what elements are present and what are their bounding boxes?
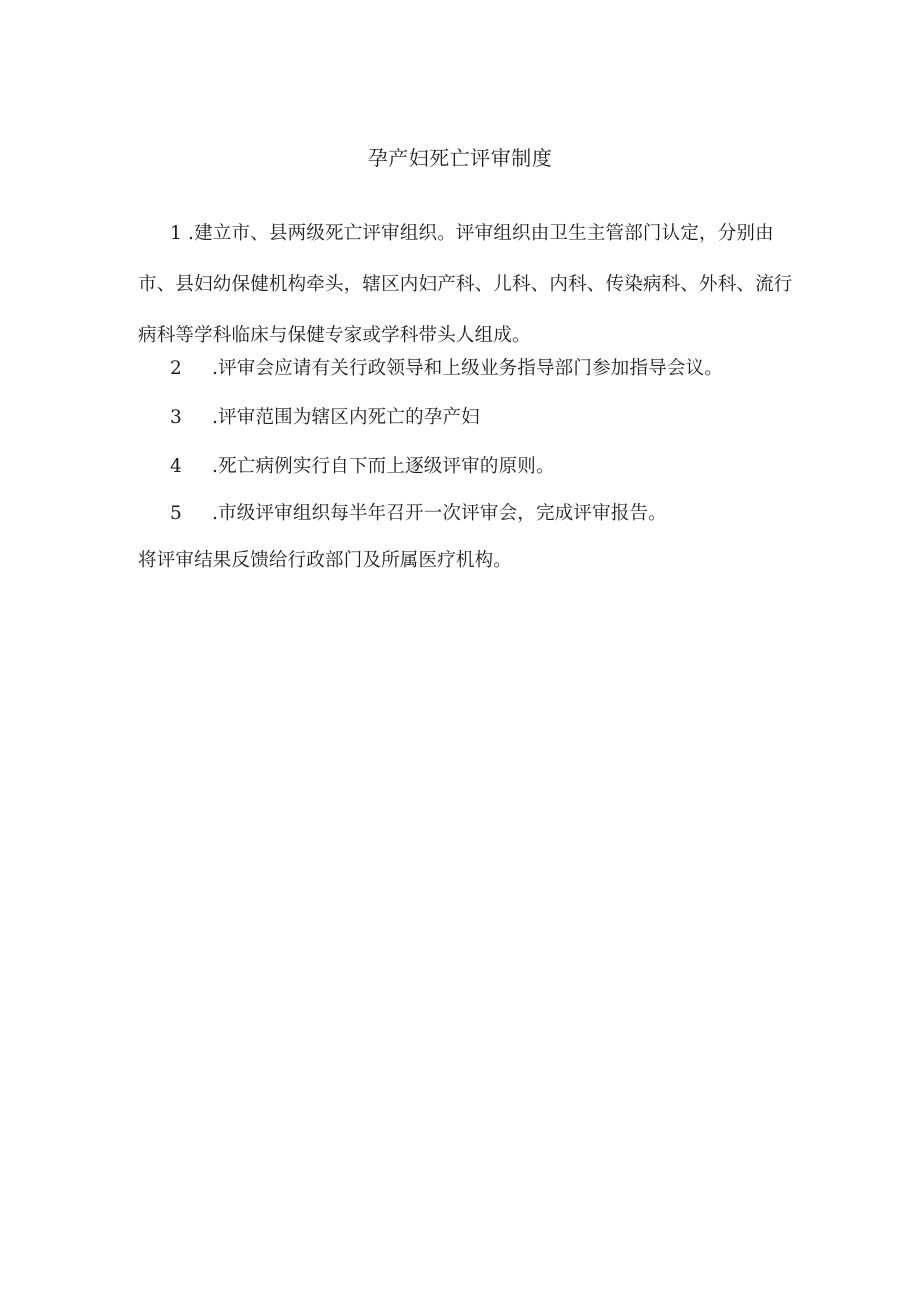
list-item-1: 1 .建立市、县两级死亡评审组织。评审组织由卫生主管部门认定，分别由市、县妇幼保健机构牵头，辖区内妇产科、儿科、内科、传染病科、外科、流行病科等学科临床与保健专家或学科带头人组成。 — [138, 223, 793, 346]
list-item-text: .评审范围为辖区内死亡的孕产妇 — [212, 407, 480, 428]
document-title: 孕产妇死亡评审制度 — [367, 146, 553, 170]
list-item-text: .死亡病例实行自下而上逐级评审的原则。 — [212, 456, 555, 477]
list-item-number: 4 — [170, 456, 182, 477]
list-item-3 — [138, 403, 798, 433]
list-item-text: .评审会应请有关行政领导和上级业务指导部门参加指导会议。 — [212, 358, 723, 379]
list-item-number: 2 — [170, 358, 182, 379]
list-item-number: 3 — [170, 407, 182, 428]
list-item-number: 5 — [170, 503, 182, 524]
list-item-4 — [138, 452, 798, 482]
list-item-text: .市级评审组织每半年召开一次评审会，完成评审报告。 — [212, 503, 667, 524]
list-item-2 — [138, 354, 798, 384]
closing-paragraph: 将评审结果反馈给行政部门及所属医疗机构。 — [138, 550, 513, 571]
list-item-5 — [138, 499, 798, 529]
